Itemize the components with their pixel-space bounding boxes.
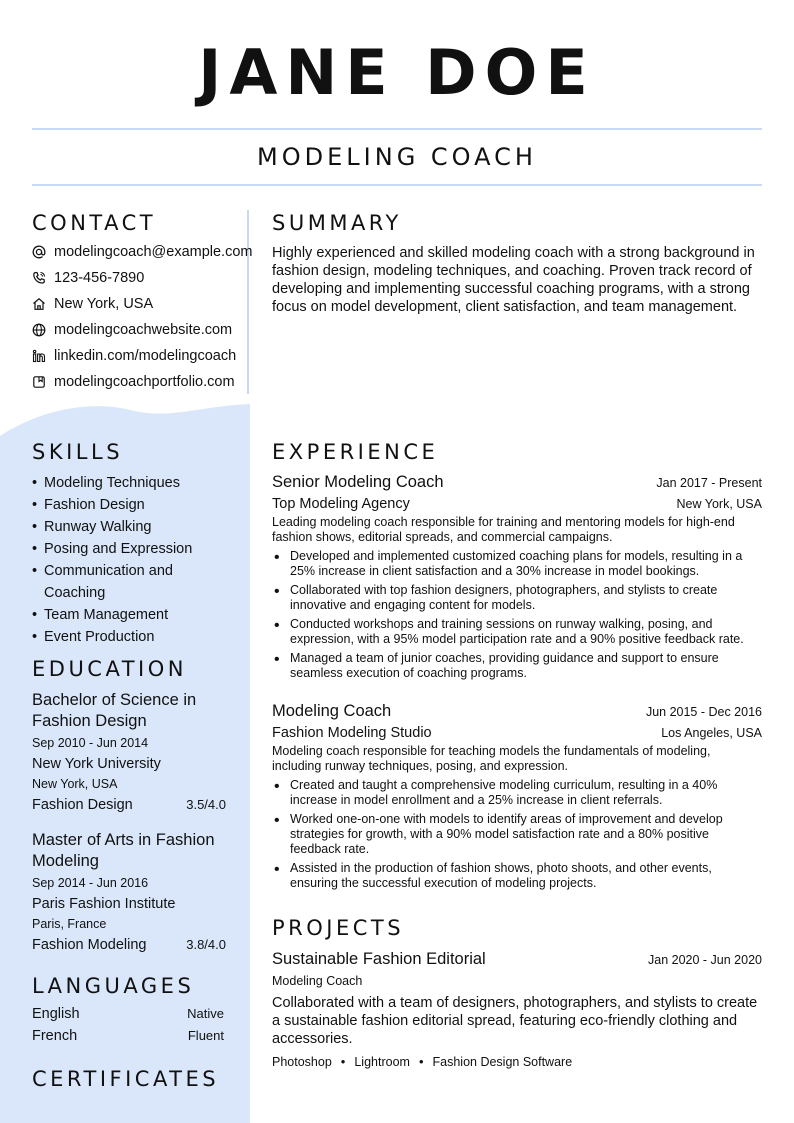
education-field-row <box>32 934 226 956</box>
header-rule-bottom <box>32 184 762 186</box>
contact-linkedin[interactable] <box>32 346 236 366</box>
education-school: Paris Fashion Institute <box>32 896 176 912</box>
project-entry <box>272 950 762 1069</box>
job-bullet: • Managed a team of junior coaches, providing guidance and support to ensure seamless execution of coaching programs. <box>272 651 762 681</box>
contact-website-text: modelingcoachwebsite.com <box>54 322 233 338</box>
project-tool: Photoshop <box>272 1054 332 1069</box>
education-dates: Sep 2010 - Jun 2014 <box>32 736 149 750</box>
job-description: Leading modeling coach responsible for training and mentoring models for high-end fashion shows, editorial spreads, and commercial campaigns. <box>272 515 735 544</box>
job-bullet: • Conducted workshops and training sessions on runway walking, posing, and expression, with a 95% model participation rate and a 90% positive feedback rate. <box>272 617 762 647</box>
candidate-name: JANE DOE <box>198 36 596 109</box>
separator-dot: • <box>418 1054 424 1069</box>
education-entry <box>32 830 226 956</box>
project-tool: Fashion Design Software <box>432 1054 573 1069</box>
job-company: Top Modeling Agency <box>272 496 410 512</box>
job-bullets <box>272 549 762 681</box>
skill-item: • Runway Walking <box>32 516 232 538</box>
separator-dot: • <box>340 1054 346 1069</box>
job-dates: Jun 2015 - Dec 2016 <box>645 705 762 719</box>
job-location: New York, USA <box>676 497 762 511</box>
job-title: Senior Modeling Coach <box>272 473 444 491</box>
contact-portfolio[interactable] <box>32 372 235 392</box>
project-dates: Jan 2020 - Jun 2020 <box>648 953 762 967</box>
job-title: Modeling Coach <box>272 702 392 720</box>
contact-phone-text: 123-456-7890 <box>54 270 145 286</box>
education-location: Paris, France <box>32 917 107 931</box>
skill-item: • Team Management <box>32 604 232 626</box>
experience-entry <box>272 473 762 685</box>
contact-website[interactable] <box>32 320 232 340</box>
job-bullet: • Developed and implemented customized coaching plans for models, resulting in a 25% increase in client satisfaction and a 30% increase in model bookings. <box>272 549 762 579</box>
at-icon <box>32 245 46 259</box>
contact-phone[interactable] <box>32 268 144 288</box>
contact-location <box>32 294 153 314</box>
contact-location-text: New York, USA <box>54 296 154 312</box>
skill-item: • Modeling Techniques <box>32 472 232 494</box>
education-degree: Master of Arts in Fashion Modeling <box>32 831 215 870</box>
skill-item: • Event Production <box>32 626 232 648</box>
header-rule-top <box>32 128 762 130</box>
skills-title: SKILLS <box>32 440 124 464</box>
education-field: Fashion Modeling <box>32 937 147 953</box>
languages-title: LANGUAGES <box>32 974 195 998</box>
job-description: Modeling coach responsible for teaching models the fundamentals of modeling, including runway techniques, posing, and expression. <box>272 744 711 773</box>
job-bullet: • Assisted in the production of fashion shows, photo shoots, and other events, ensuring the successful execution of modeling projects. <box>272 861 762 891</box>
job-bullet: • Collaborated with top fashion designers, photographers, and stylists to create innovative and engaging content for models. <box>272 583 762 613</box>
skills-list <box>32 472 232 648</box>
project-description: Collaborated with a team of designers, photographers, and stylists to create a sustainable fashion editorial spread, featuring eco-friendly clothing and accessories. <box>272 995 758 1047</box>
education-title: EDUCATION <box>32 657 187 681</box>
project-role: Modeling Coach <box>272 974 363 988</box>
certificates-title: CERTIFICATES <box>32 1067 220 1091</box>
language-name: English <box>32 1006 80 1022</box>
contact-email-text: modelingcoach@example.com <box>54 244 253 260</box>
job-bullet: • Worked one-on-one with models to identify areas of improvement and develop strategies for growth, with a 90% model satisfaction rate and a 80% positive feedback rate. <box>272 812 762 857</box>
contact-portfolio-text: modelingcoachportfolio.com <box>54 374 235 390</box>
education-entry <box>32 690 226 816</box>
job-company: Fashion Modeling Studio <box>272 725 432 741</box>
skill-item: • Communication and Coaching <box>32 560 232 604</box>
education-field: Fashion Design <box>32 797 133 813</box>
education-gpa: 3.8/4.0 <box>186 937 226 952</box>
education-location: New York, USA <box>32 777 118 791</box>
project-tool: Lightroom <box>354 1054 410 1069</box>
projects-title: PROJECTS <box>272 916 405 940</box>
contact-linkedin-text: linkedin.com/modelingcoach <box>54 348 237 364</box>
skill-item: • Fashion Design <box>32 494 232 516</box>
education-gpa: 3.5/4.0 <box>186 797 226 812</box>
job-bullets <box>272 778 762 891</box>
project-tools <box>272 1054 762 1069</box>
experience-entry <box>272 702 762 895</box>
skill-item: • Posing and Expression <box>32 538 232 560</box>
education-degree: Bachelor of Science in Fashion Design <box>32 691 197 730</box>
language-row <box>32 1028 224 1044</box>
candidate-role: MODELING COACH <box>257 143 537 171</box>
language-name: French <box>32 1028 78 1044</box>
job-bullet: • Created and taught a comprehensive modeling curriculum, resulting in a 40% increase in model enrollment and a 25% increase in client referrals. <box>272 778 762 808</box>
phone-icon <box>32 271 46 285</box>
education-dates: Sep 2014 - Jun 2016 <box>32 876 149 890</box>
education-school: New York University <box>32 756 161 772</box>
language-row <box>32 1006 224 1022</box>
education-field-row <box>32 794 226 816</box>
contact-email[interactable] <box>32 242 252 262</box>
experience-title: EXPERIENCE <box>272 440 439 464</box>
language-level: Fluent <box>187 1028 224 1043</box>
job-dates: Jan 2017 - Present <box>656 476 762 490</box>
globe-icon <box>32 323 46 337</box>
home-icon <box>32 297 46 311</box>
summary-title: SUMMARY <box>272 211 402 235</box>
summary-text: Highly experienced and skilled modeling coach with a strong background in fashion design, modeling techniques, and coaching. Proven track record of developing and implementing successful coaching programs, with a strong focus on model development, client satisfaction, and team management. <box>272 245 755 315</box>
portfolio-icon <box>32 375 46 389</box>
language-level: Native <box>187 1006 224 1021</box>
project-title: Sustainable Fashion Editorial <box>272 950 486 968</box>
job-location: Los Angeles, USA <box>661 726 762 740</box>
linkedin-icon <box>32 349 46 363</box>
column-divider <box>247 210 249 394</box>
contact-title: CONTACT <box>32 211 157 235</box>
